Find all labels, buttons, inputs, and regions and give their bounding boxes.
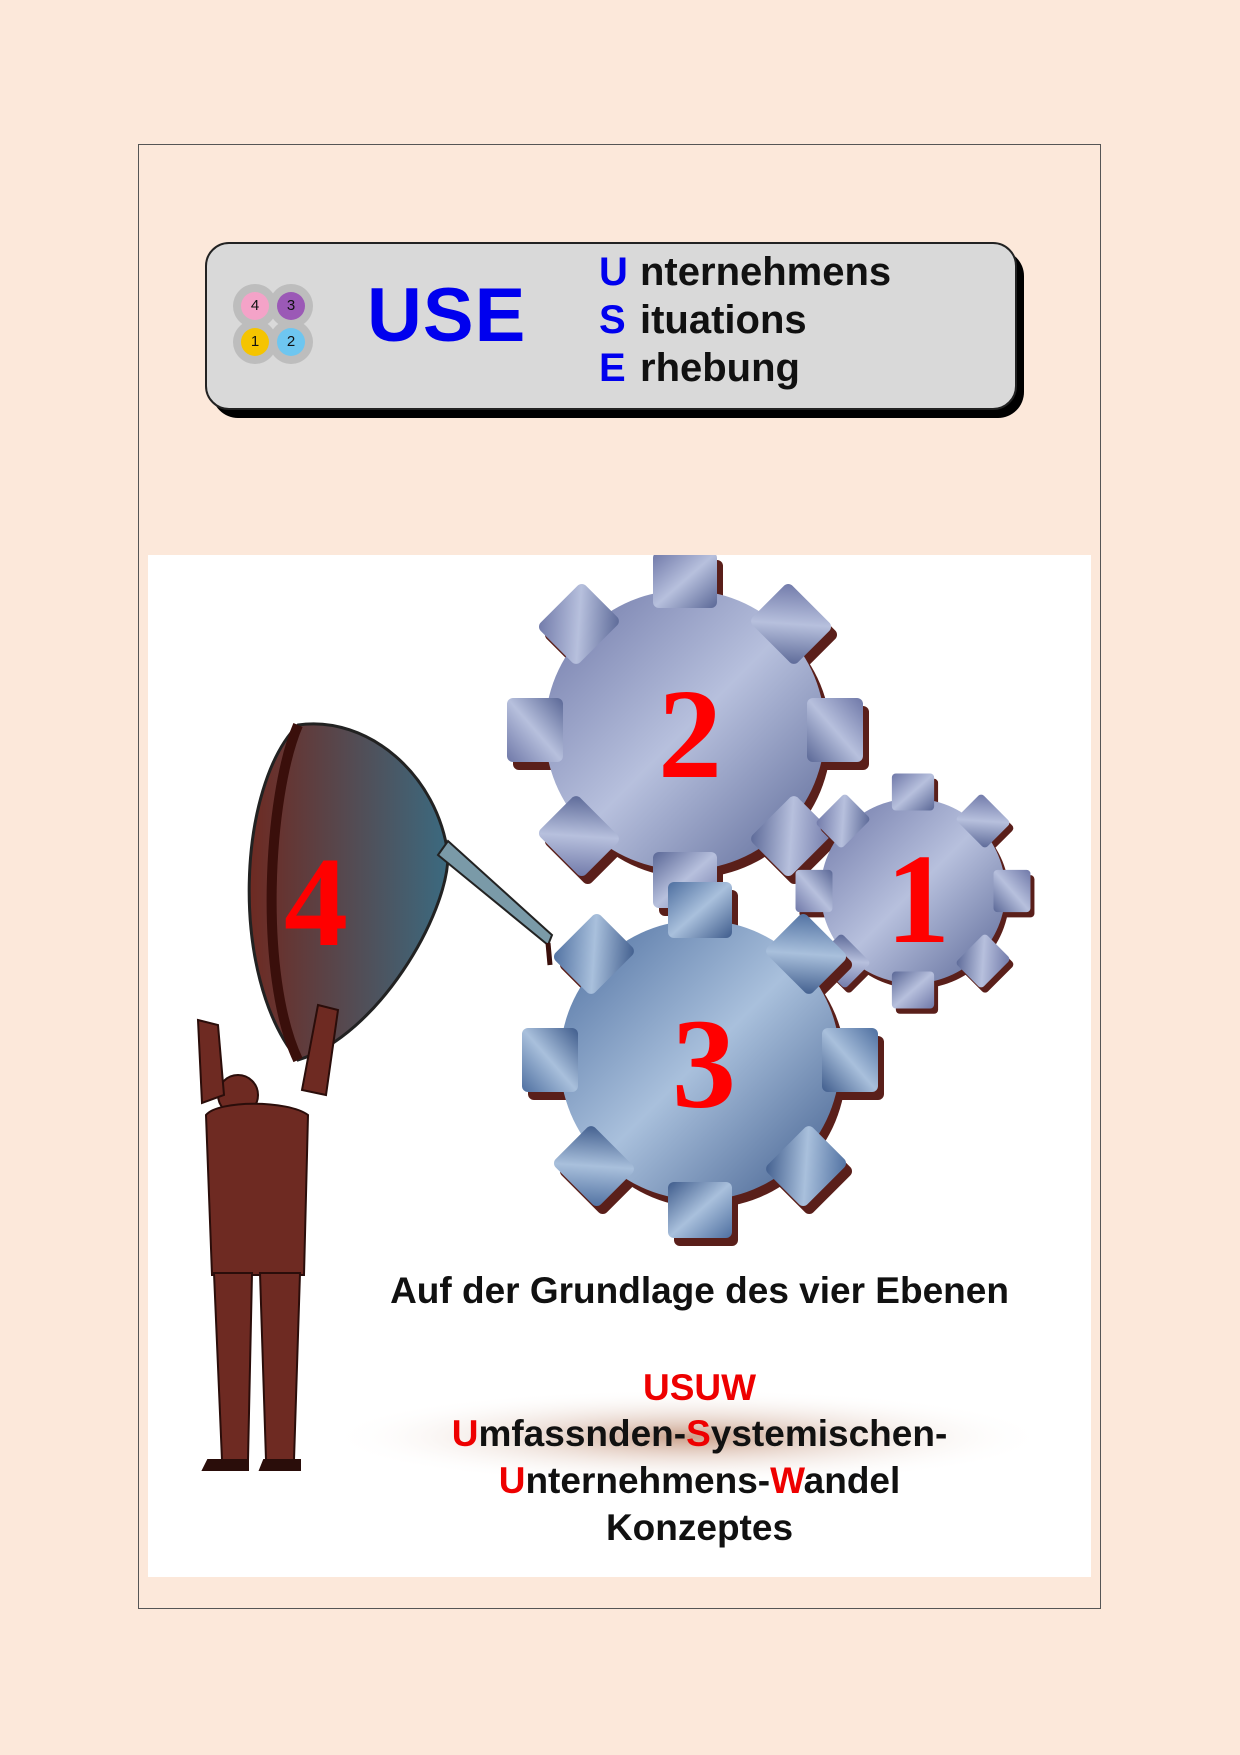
logo-dot-2: 2 bbox=[277, 328, 305, 356]
caption-line-4: Unternehmens-Wandel bbox=[498, 1460, 901, 1501]
acronym-expansion bbox=[599, 248, 891, 392]
caption-line-5: Konzeptes bbox=[605, 1507, 794, 1548]
caption-line-1: Auf der Grundlage des vier Ebenen bbox=[390, 1270, 1009, 1311]
illustration-panel bbox=[148, 555, 1091, 1577]
logo-dot-1: 1 bbox=[241, 328, 269, 356]
acronym-row: S ituations bbox=[599, 298, 807, 342]
acronym-row: U nternehmens bbox=[599, 250, 892, 294]
header-banner bbox=[205, 242, 1017, 410]
label-number-1: 1 bbox=[886, 828, 950, 970]
label-number-4: 4 bbox=[284, 831, 348, 973]
use-title: USE bbox=[367, 273, 527, 358]
caption-acronym: USUW bbox=[642, 1367, 757, 1408]
caption-line-3: Umfassnden-Systemischen- bbox=[451, 1413, 948, 1454]
logo-dot-4: 4 bbox=[241, 292, 269, 320]
logo-dot-3: 3 bbox=[277, 292, 305, 320]
label-number-2: 2 bbox=[658, 663, 722, 805]
use-logo-icon bbox=[233, 284, 315, 366]
label-number-3: 3 bbox=[672, 993, 736, 1135]
acronym-row: E rhebung bbox=[599, 346, 800, 390]
